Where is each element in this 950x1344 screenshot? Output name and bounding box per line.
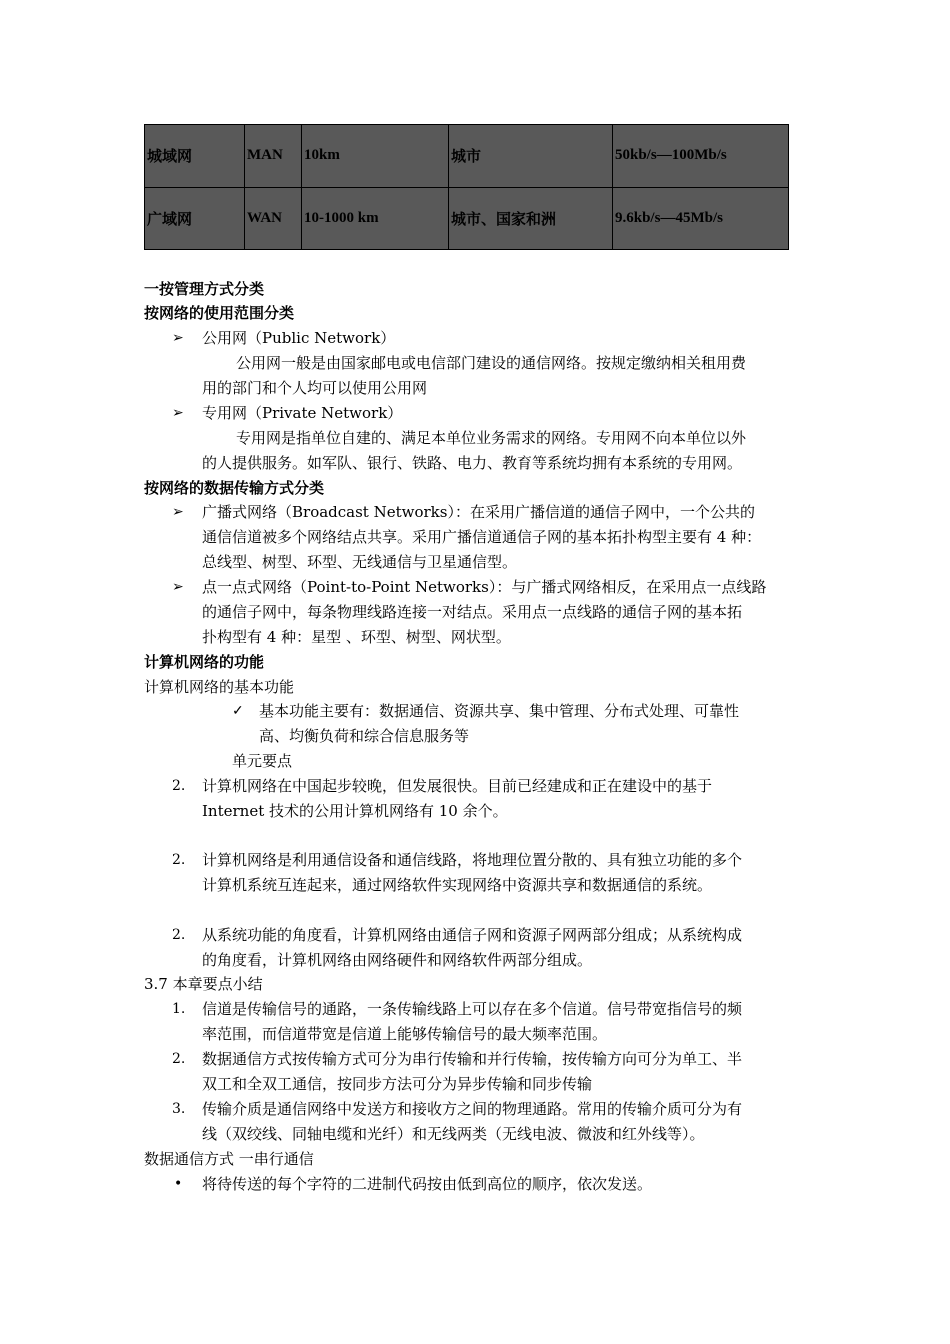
p2p-network-text: 扑构型有 4 种：星型 、环型、树型、网状型。 <box>202 628 511 646</box>
arrow-bullet-icon: ➢ <box>172 579 184 595</box>
private-network-title: 专用网（Private Network） <box>202 404 403 422</box>
bullet-icon: • <box>174 1176 183 1192</box>
heading-range: 按网络的使用范围分类 <box>144 304 295 322</box>
list-number: 1. <box>172 1001 186 1017</box>
private-network-desc: 的人提供服务。如军队、银行、铁路、电力、教育等系统均拥有本系统的专用网。 <box>202 454 743 472</box>
list-number: 2. <box>172 778 186 794</box>
summary-text: 线（双绞线、同轴电缆和光纤）和无线两类（无线电波、微波和红外线等）。 <box>202 1125 705 1143</box>
point-text: 计算机系统互连起来，通过网络软件实现网络中资源共享和数据通信的系统。 <box>202 876 713 894</box>
table-cell: 城域网 <box>145 125 245 188</box>
table-cell: MAN <box>245 125 302 188</box>
basic-function-text: 基本功能主要有：数据通信、资源共享、集中管理、分布式处理、可靠性 <box>259 702 740 720</box>
list-number: 2. <box>172 1051 186 1067</box>
table-cell: 10-1000 km <box>302 187 449 250</box>
table-row <box>145 125 789 188</box>
table-cell: 广域网 <box>145 187 245 250</box>
arrow-bullet-icon: ➢ <box>172 330 184 346</box>
list-number: 3. <box>172 1101 186 1117</box>
basic-function-title: 计算机网络的基本功能 <box>144 678 295 696</box>
unit-points-label: 单元要点 <box>232 752 293 770</box>
public-network-title: 公用网（Public Network） <box>202 329 396 347</box>
p2p-network-text: 的通信子网中，每条物理线路连接一对结点。采用点一点线路的通信子网的基本拓 <box>202 603 743 621</box>
broadcast-network-text: 通信信道被多个网络结点共享。采用广播信道通信子网的基本拓扑构型主要有 4 种： <box>202 528 762 546</box>
network-type-table <box>144 124 789 250</box>
point-text: 从系统功能的角度看，计算机网络由通信子网和资源子网两部分组成；从系统构成 <box>202 926 743 944</box>
serial-title: 数据通信方式 一串行通信 <box>144 1150 314 1168</box>
heading-transfer: 按网络的数据传输方式分类 <box>144 479 325 497</box>
private-network-desc: 专用网是指单位自建的、满足本单位业务需求的网络。专用网不向本单位以外 <box>236 429 747 447</box>
heading-function: 计算机网络的功能 <box>144 653 265 671</box>
list-number: 2. <box>172 852 186 868</box>
broadcast-network-text: 广播式网络（Broadcast Networks）：在采用广播信道的通信子网中，一个公共的 <box>202 503 755 521</box>
check-icon: ✓ <box>232 703 244 719</box>
arrow-bullet-icon: ➢ <box>172 504 184 520</box>
public-network-desc: 用的部门和个人均可以使用公用网 <box>202 379 428 397</box>
summary-text: 率范围，而信道带宽是信道上能够传输信号的最大频率范围。 <box>202 1025 608 1043</box>
arrow-bullet-icon: ➢ <box>172 405 184 421</box>
table-cell: 城市、国家和洲 <box>449 187 613 250</box>
summary-text: 双工和全双工通信，按同步方法可分为异步传输和同步传输 <box>202 1075 593 1093</box>
summary-text: 信道是传输信号的通路，一条传输线路上可以存在多个信道。信号带宽指信号的频 <box>202 1000 743 1018</box>
table-cell: 50kb/s—100Mb/s <box>613 125 789 188</box>
section-title: 3.7 本章要点小结 <box>144 975 263 993</box>
broadcast-network-text: 总线型、树型、环型、无线通信与卫星通信型。 <box>202 553 518 571</box>
serial-text: 将待传送的每个字符的二进制代码按由低到高位的顺序，依次发送。 <box>202 1175 653 1193</box>
public-network-desc: 公用网一般是由国家邮电或电信部门建设的通信网络。按规定缴纳相关租用费 <box>236 354 747 372</box>
point-text: 计算机网络在中国起步较晚，但发展很快。目前已经建成和正在建设中的基于 <box>202 777 713 795</box>
summary-text: 数据通信方式按传输方式可分为串行传输和并行传输，按传输方向可分为单工、半 <box>202 1050 743 1068</box>
basic-function-text: 高、均衡负荷和综合信息服务等 <box>259 727 470 745</box>
point-text: 计算机网络是利用通信设备和通信线路，将地理位置分散的、具有独立功能的多个 <box>202 851 743 869</box>
point-text: 的角度看，计算机网络由网络硬件和网络软件两部分组成。 <box>202 951 593 969</box>
summary-text: 传输介质是通信网络中发送方和接收方之间的物理通路。常用的传输介质可分为有 <box>202 1100 743 1118</box>
heading-manage: 一按管理方式分类 <box>144 280 265 298</box>
table-cell: 9.6kb/s—45Mb/s <box>613 187 789 250</box>
point-text: Internet 技术的公用计算机网络有 10 余个。 <box>202 802 508 820</box>
list-number: 2. <box>172 927 186 943</box>
p2p-network-text: 点一点式网络（Point-to-Point Networks）：与广播式网络相反，在采用点一点线路 <box>202 578 767 596</box>
table-cell: WAN <box>245 187 302 250</box>
table-cell: 城市 <box>449 125 613 188</box>
table-cell: 10km <box>302 125 449 188</box>
table-row <box>145 187 789 250</box>
